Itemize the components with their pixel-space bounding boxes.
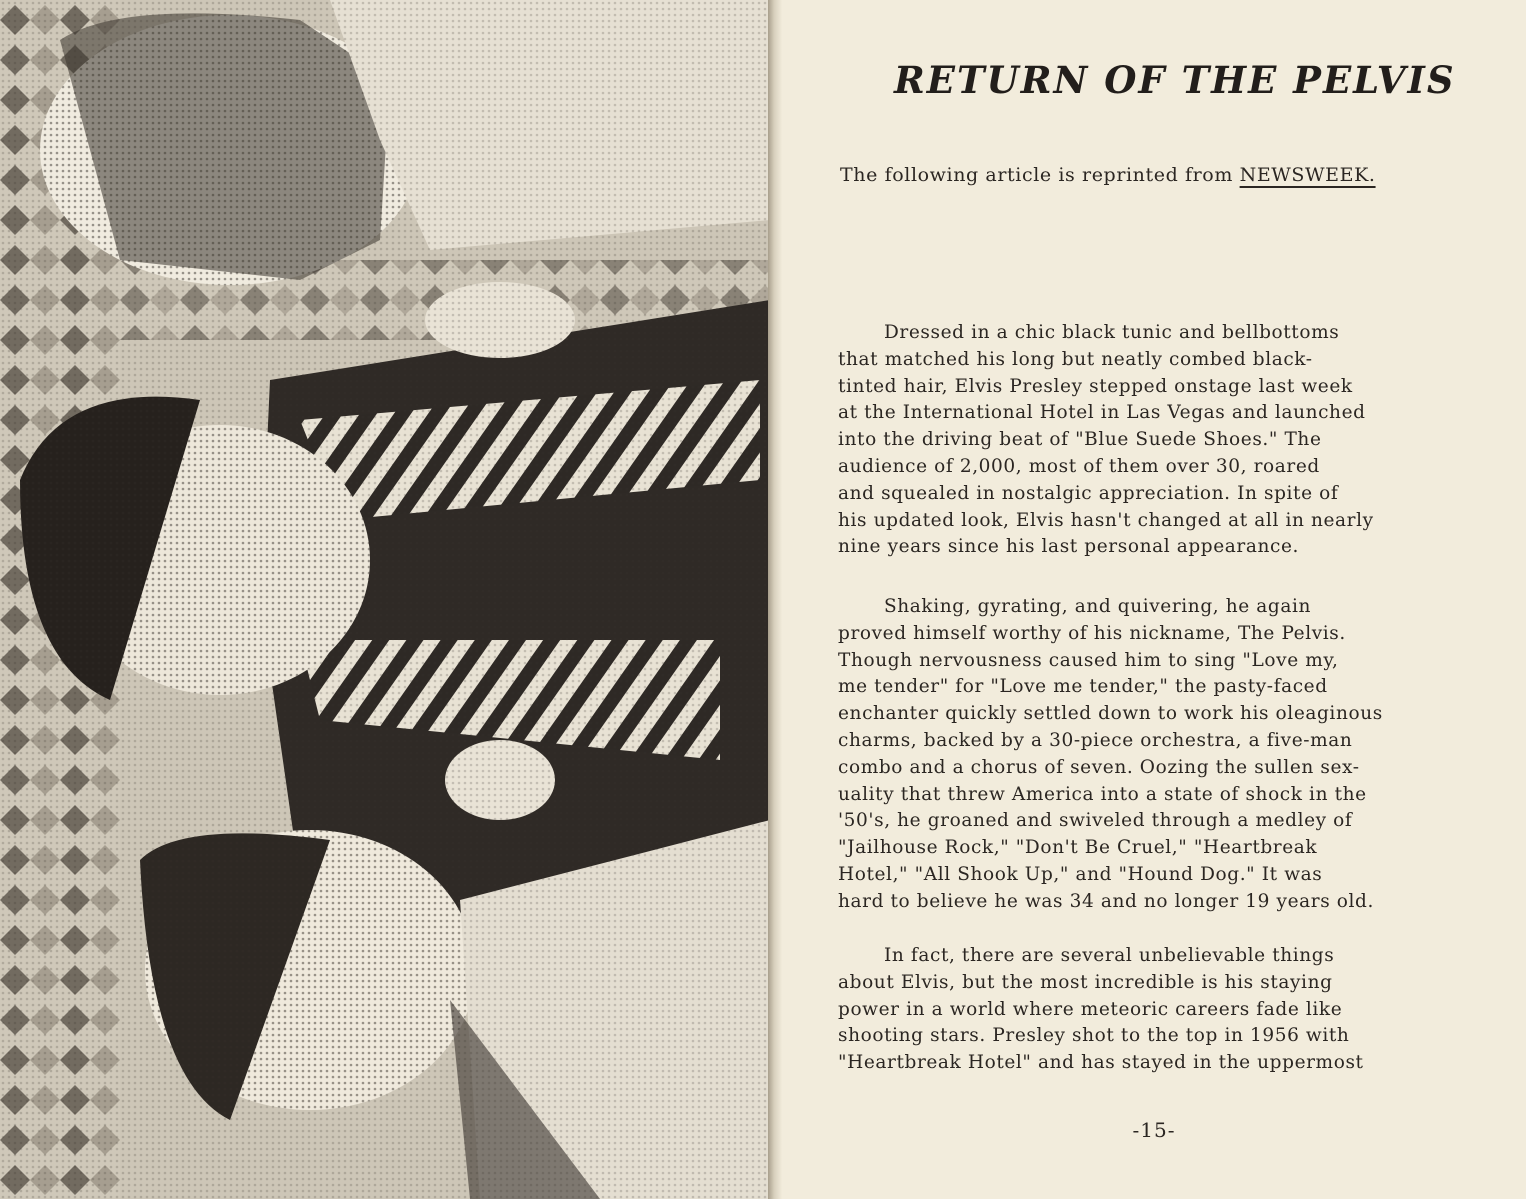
- paragraph-line: power in a world where meteoric careers fade like: [838, 998, 1343, 1020]
- article-title: RETURN OF THE PELVIS: [894, 58, 1456, 102]
- paragraph-line: combo and a chorus of seven. Oozing the sullen sex-: [838, 756, 1360, 778]
- paragraph-line: uality that threw America into a state of shock in the: [838, 783, 1367, 805]
- paragraph-line: '50's, he groaned and swiveled through a medley of: [838, 810, 1353, 832]
- paragraph-3: [838, 943, 1498, 1077]
- paragraph-line: "Heartbreak Hotel" and has stayed in the uppermost: [838, 1052, 1364, 1074]
- paragraph-line: shooting stars. Presley shot to the top in 1956 with: [838, 1025, 1350, 1047]
- paragraph-line: hard to believe he was 34 and no longer 19 years old.: [838, 890, 1374, 912]
- paragraph-line: proved himself worthy of his nickname, The Pelvis.: [838, 622, 1346, 644]
- paragraph-line: "Jailhouse Rock," "Don't Be Cruel," "Heartbreak: [838, 837, 1318, 859]
- paragraph-2: [838, 594, 1498, 916]
- paragraph-line: Hotel," "All Shook Up," and "Hound Dog." It was: [838, 863, 1323, 885]
- paragraph-line: enchanter quickly settled down to work his oleaginous: [838, 703, 1383, 725]
- paragraph-line: at the International Hotel in Las Vegas and launched: [838, 402, 1366, 424]
- reprint-source: NEWSWEEK.: [1239, 164, 1376, 186]
- reprint-note: [840, 164, 1500, 186]
- paragraph-line: Shaking, gyrating, and quivering, he again: [884, 596, 1311, 617]
- reprint-note-text: The following article is reprinted from: [840, 164, 1233, 186]
- paragraph-line: In fact, there are several unbelievable things: [884, 945, 1335, 966]
- paragraph-line: tinted hair, Elvis Presley stepped onstage last week: [838, 375, 1353, 397]
- paragraph-line: Dressed in a chic black tunic and bellbottoms: [884, 322, 1340, 343]
- paragraph-line: and squealed in nostalgic appreciation. In spite of: [838, 482, 1339, 504]
- paragraph-line: me tender" for "Love me tender," the pasty-faced: [838, 676, 1328, 698]
- paragraph-line: his updated look, Elvis hasn't changed at all in nearly: [838, 509, 1374, 531]
- page-number: -15-: [1132, 1118, 1176, 1142]
- paragraph-line: charms, backed by a 30-piece orchestra, a five-man: [838, 729, 1353, 751]
- article-page: [782, 0, 1526, 1199]
- paragraph-line: that matched his long but neatly combed black-: [838, 348, 1313, 370]
- book-gutter: [768, 0, 782, 1199]
- paragraph-line: Though nervousness caused him to sing "Love my,: [838, 649, 1339, 671]
- paragraph-line: into the driving beat of "Blue Suede Shoes." The: [838, 429, 1322, 451]
- paragraph-1: [838, 320, 1498, 561]
- paragraph-line: about Elvis, but the most incredible is his staying: [838, 971, 1333, 993]
- paragraph-line: audience of 2,000, most of them over 30, roared: [838, 455, 1320, 477]
- paragraph-line: nine years since his last personal appearance.: [838, 536, 1299, 558]
